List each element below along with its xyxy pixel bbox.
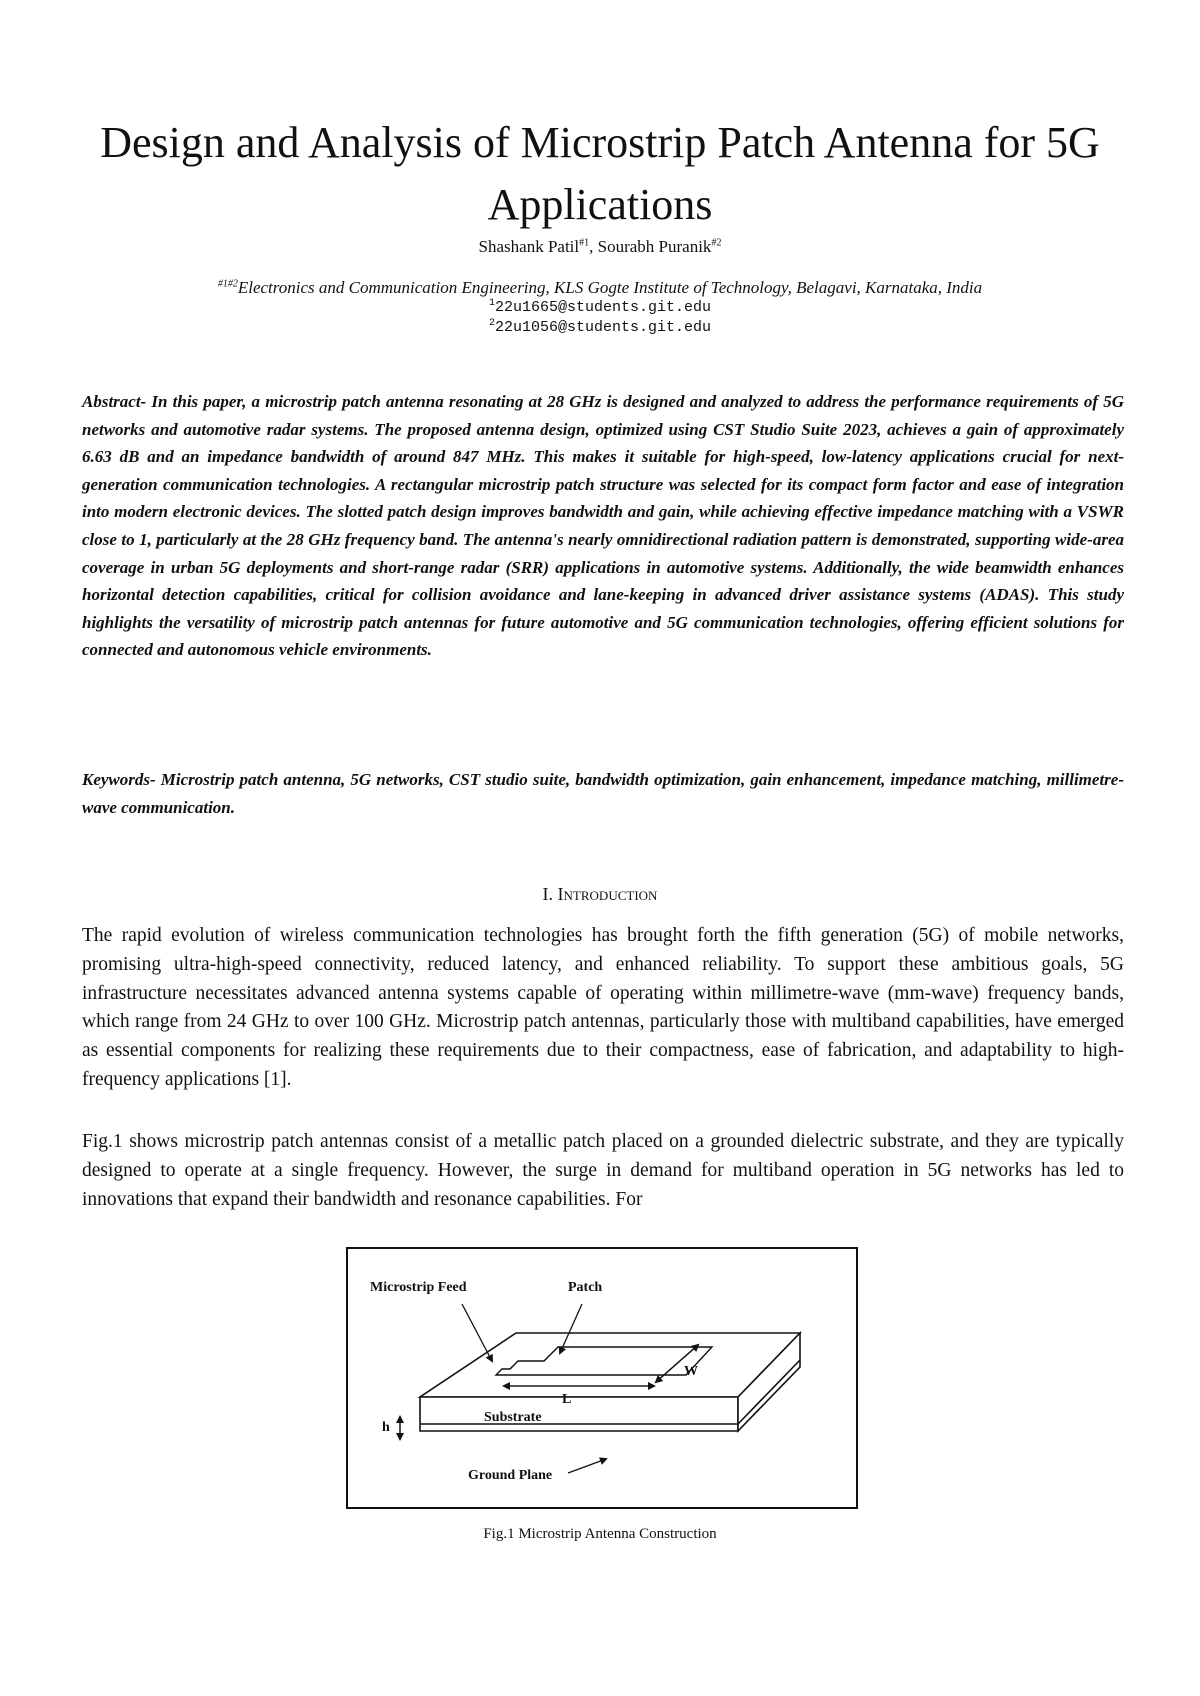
author-marker: #1: [579, 237, 590, 249]
email-address: 22u1056@students.git.edu: [494, 319, 712, 336]
body-paragraph: The rapid evolution of wireless communication technologies has brought forth the fifth generation (5G) of mobile networks, promising ultra-high-speed connectivity, reduced latency, and enhanced reliability. To support these ambitious goals, 5G infrastructure necessitates advanced antenna systems capable of operating within millimetre-wave (mm-wave) frequency bands, which range from 24 GHz to over 100 GHz. Microstrip patch antennas, particularly those with multiband capabilities, have emerged as essential components for realizing these requirements due to their compactness, ease of fabrication, and adaptability to high-frequency applications [1].: [82, 925, 1124, 1090]
paper-title: Design and Analysis of Microstrip Patch Antenna for 5G Applications: [100, 118, 1100, 229]
author-email: [60, 318, 1140, 338]
abstract: Abstract- In this paper, a microstrip patch antenna resonating at 28 GHz is designed and analyzed to address the performance requirements of 5G networks and automotive radar systems. The proposed antenna design, optimized using CST Studio Suite 2023, achieves a gain of approximately 6.63 dB and an impedance bandwidth of around 847 MHz. This makes it suitable for high-speed, low-latency applications crucial for next-generation communication technologies. A rectangular microstrip patch structure was selected for its compact form factor and ease of integration into modern electronic devices. The slotted patch design improves bandwidth and gain, while achieving effective impedance matching with a VSWR close to 1, particularly at the 28 GHz frequency band. The antenna's nearly omnidirectional radiation pattern is demonstrated, supporting wide-area coverage in urban 5G deployments and short-range radar (SRR) applications in automotive systems. Additionally, the wide beamwidth enhances horizontal detection capabilities, critical for collision avoidance and lane-keeping in advanced driver assistance systems (ADAS). This study highlights the versatility of microstrip patch antennas for future automotive and 5G communication technologies, offering efficient solutions for connected and autonomous vehicle environments.: [82, 392, 1124, 660]
affiliation: [60, 277, 1140, 299]
email-marker: 2: [488, 318, 495, 329]
label-patch: Patch: [568, 1280, 603, 1295]
label-substrate: Substrate: [484, 1410, 542, 1425]
author-name: Shashank Patil: [478, 237, 580, 256]
antenna-diagram: [348, 1249, 860, 1511]
keywords: Keywords- Microstrip patch antenna, 5G networks, CST studio suite, bandwidth optimization, gain enhancement, impedance matching, millimetre-wave communication.: [82, 770, 1124, 817]
body-paragraph: Fig.1 shows microstrip patch antennas consist of a metallic patch placed on a grounded dielectric substrate, and they are typically designed to operate at a single frequency. However, the surge in demand for multiband operation in 5G networks has led to innovations that expand their bandwidth and resonance capabilities. For: [82, 1131, 1124, 1210]
author-list: [60, 236, 1140, 258]
author-name: Sourabh Puranik: [597, 237, 712, 256]
figure-antenna-construction: [346, 1247, 858, 1509]
section-title: Introduction: [557, 884, 658, 904]
author-email: [60, 298, 1140, 318]
label-width: W: [684, 1364, 698, 1379]
label-height: h: [382, 1420, 390, 1435]
affiliation-text: Electronics and Communication Engineering, KLS Gogte Institute of Technology, Belagavi, Karnataka, India: [237, 278, 983, 297]
section-number: I.: [542, 884, 558, 904]
email-address: 22u1665@students.git.edu: [494, 299, 712, 316]
email-marker: 1: [488, 298, 495, 309]
section-heading: [60, 882, 1140, 906]
author-separator: ,: [589, 237, 598, 256]
figure-caption: Fig.1 Microstrip Antenna Construction: [483, 1526, 717, 1542]
label-length: L: [562, 1392, 572, 1407]
affiliation-marker: #1#2: [217, 278, 238, 290]
author-marker: #2: [711, 237, 722, 249]
label-ground-plane: Ground Plane: [468, 1468, 553, 1483]
label-microstrip-feed: Microstrip Feed: [370, 1280, 467, 1295]
